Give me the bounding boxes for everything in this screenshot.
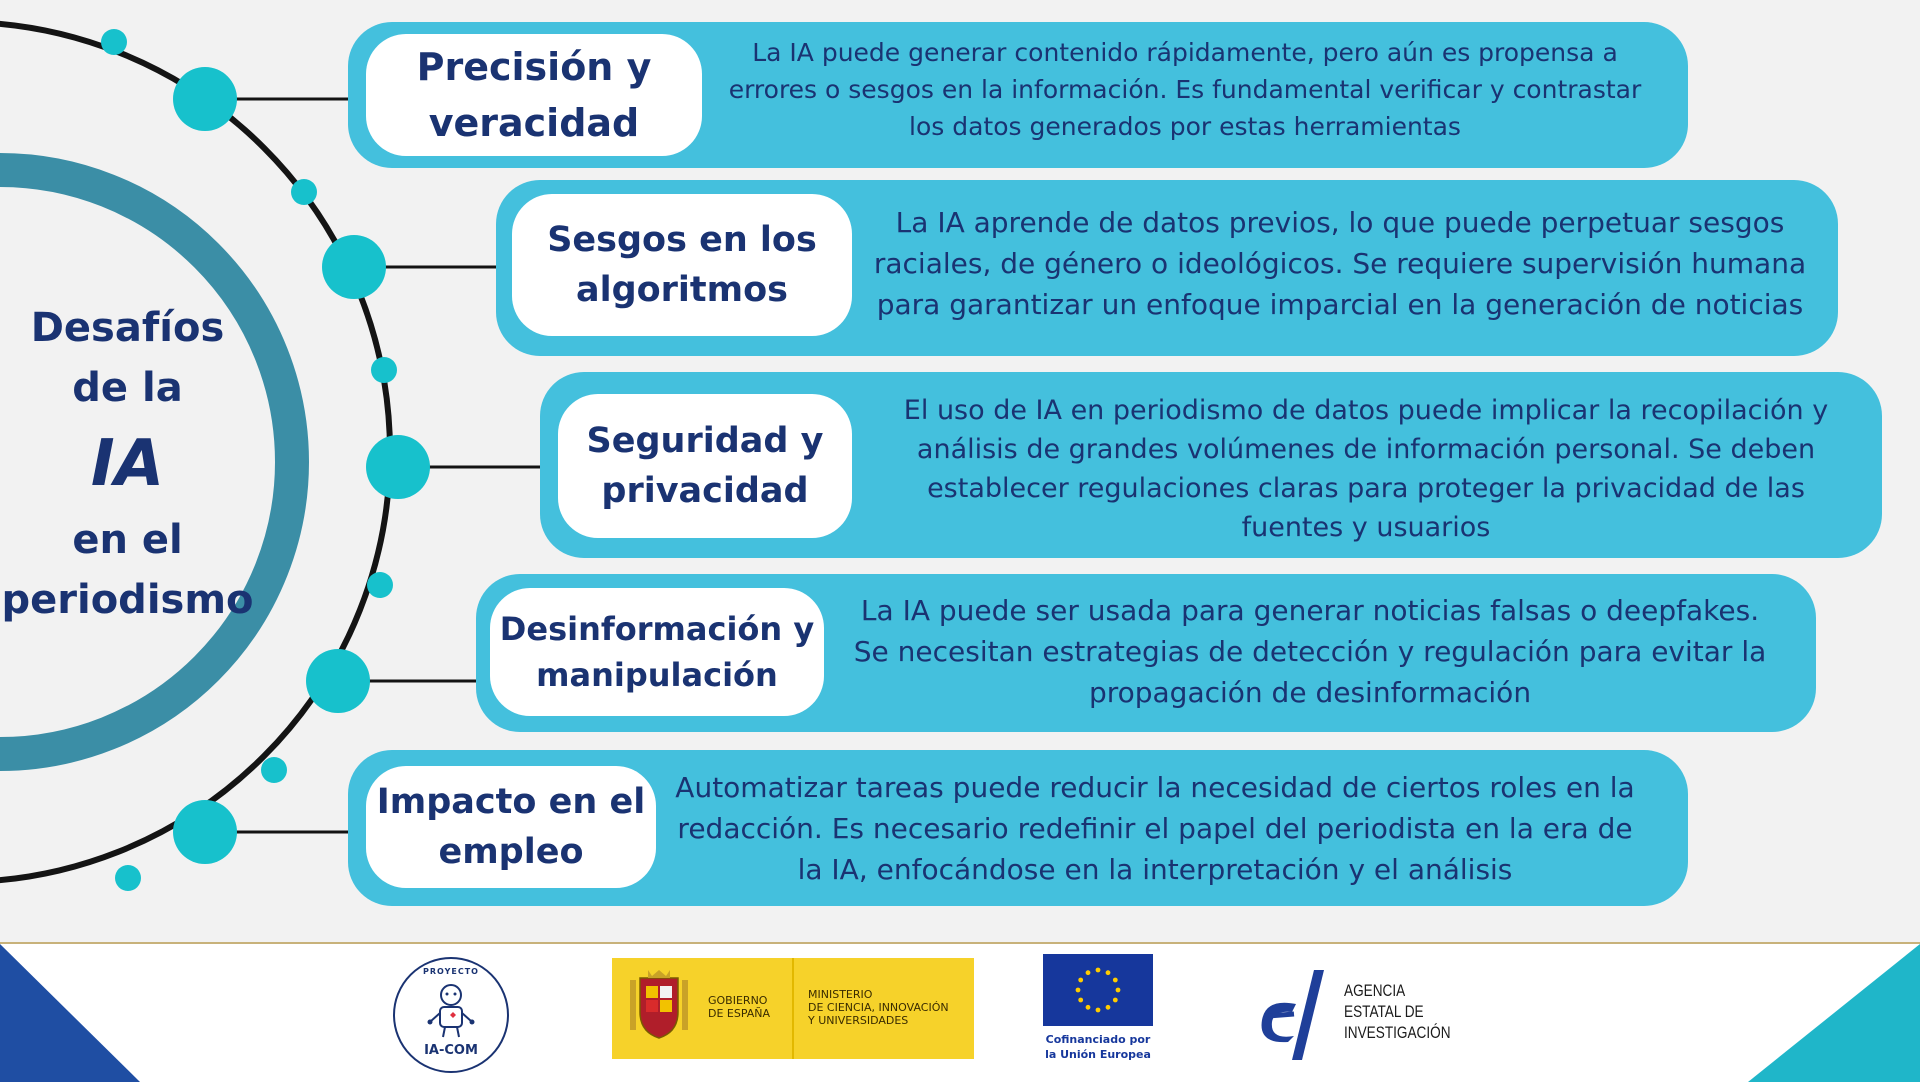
challenge-label-bias: Sesgos en los algoritmos (512, 194, 852, 336)
challenge-description-employment: Automatizar tareas puede reducir la necesidad de ciertos roles en la redacción. Es necesario redefinir el papel del periodista en la era de la IA, enfocándose en la interpretación y el análisis (675, 770, 1635, 886)
node-dot-2 (322, 235, 386, 299)
diagram-title (0, 298, 255, 630)
node-dot-4 (306, 649, 370, 713)
small-dot (291, 179, 317, 205)
small-dot (371, 357, 397, 383)
small-dot (367, 572, 393, 598)
corner-triangle-right (1748, 944, 1920, 1082)
small-dot (101, 29, 127, 55)
node-dot-5 (173, 800, 237, 864)
iacom-logo: PROYECTO IA-COM (393, 957, 509, 1073)
challenge-description-security: El uso de IA en periodismo de datos puede implicar la recopilación y análisis de grandes volúmenes de información personal. Se deben establecer regulaciones claras para proteger la privacidad de las fuentes y usuarios (903, 395, 1829, 543)
challenge-label-security: Seguridad y privacidad (558, 394, 852, 538)
small-dot (261, 757, 287, 783)
eu-stars (1043, 954, 1153, 1026)
title-ia: IA (90, 427, 165, 501)
coat-of-arms-icon (626, 970, 692, 1046)
gobierno-espana-logo: GOBIERNO DE ESPAÑA MINISTERIO DE CIENCIA, INNOVACIÓN Y UNIVERSIDADES (612, 958, 974, 1059)
aei-logo-icon (1252, 964, 1332, 1064)
divider (792, 958, 794, 1059)
challenge-label-precision: Precisión y veracidad (366, 34, 702, 156)
node-dot-3 (366, 435, 430, 499)
eu-flag-icon (1043, 954, 1153, 1026)
corner-triangle-left (0, 944, 140, 1082)
challenge-description-bias: La IA aprende de datos previos, lo que puede perpetuar sesgos raciales, de género o ideológicos. Se requiere supervisión humana para garantizar un enfoque imparcial en la generación de noticias (873, 205, 1807, 321)
small-dot (115, 865, 141, 891)
title-line: periodismo (1, 577, 254, 623)
challenge-label-employment: Impacto en el empleo (366, 766, 656, 888)
eu-cofinanced-text: Cofinanciado por la Unión Europea (1045, 1033, 1151, 1061)
title-line: Desafíos (30, 305, 225, 351)
title-line: de la (72, 365, 183, 411)
challenge-description-precision: La IA puede generar contenido rápidamente, pero aún es propensa a errores o sesgos en la información. Es fundamental verificar y contrastar los datos generados por estas herramientas (728, 37, 1642, 141)
title-line: en el (72, 517, 183, 563)
challenge-label-disinformation: Desinformación y manipulación (490, 588, 824, 716)
node-dot-1 (173, 67, 237, 131)
footer-logos (0, 942, 1920, 1082)
aei-text: AGENCIA ESTATAL DE INVESTIGACIÓN (1344, 981, 1451, 1042)
challenge-description-disinformation: La IA puede ser usada para generar noticias falsas o deepfakes. Se necesitan estrategias de detección y regulación para evitar la propagación de desinformación (853, 593, 1767, 709)
